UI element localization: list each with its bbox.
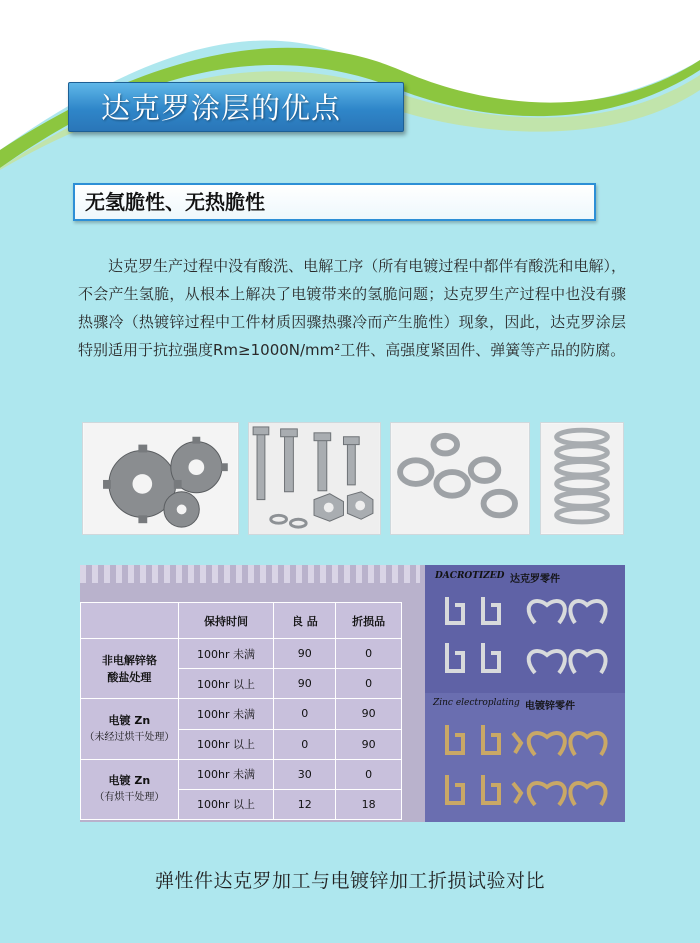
header-cell-blank <box>81 603 179 639</box>
photo-coil-spring <box>540 422 624 535</box>
table-row <box>81 639 402 669</box>
body-paragraph: 达克罗生产过程中没有酸洗、电解工序（所有电镀过程中都伴有酸洗和电解），不会产生氢脆，从根本上解决了电镀带来的氢脆问题；达克罗生产过程中也没有骤热骤冷（热镀锌过程中工件材质因骤热骤冷而产生脆性）现象，因此，达克罗涂层特别适用于抗拉强度Rm≥1000N/mm²工件、高强度紧固件、弹簧等产品的防腐。 <box>78 257 626 359</box>
good-cell: 90 <box>274 669 336 699</box>
broken-cell: 0 <box>336 669 402 699</box>
header-cell-broken: 折损品 <box>336 603 402 639</box>
zinc-label-cn: 电镀锌零件 <box>525 701 575 712</box>
panel-stripe-decoration <box>80 565 420 583</box>
dacrotized-label-cn: 达克罗零件 <box>510 574 560 585</box>
group-name-cell <box>81 759 179 819</box>
figure-caption: 弹性件达克罗加工与电镀锌加工折损试验对比 <box>154 870 545 892</box>
good-cell: 0 <box>274 729 336 759</box>
parts-illustration <box>425 565 625 822</box>
photo-bolts-nuts <box>248 422 381 535</box>
group-name-cell <box>81 699 179 759</box>
group-note: （有烘干处理） <box>94 792 165 804</box>
spring-illustration <box>541 423 623 534</box>
table-row <box>81 759 402 789</box>
header-cell-time: 保持时间 <box>178 603 274 639</box>
broken-cell: 90 <box>336 699 402 729</box>
group-note: （未经过烘干处理） <box>84 732 175 744</box>
time-cell: 100hr 未满 <box>178 699 274 729</box>
table-header-row <box>81 603 402 639</box>
time-cell: 100hr 以上 <box>178 669 274 699</box>
parts-photo-panel <box>425 565 625 822</box>
gears-illustration <box>83 423 238 534</box>
clips-illustration <box>391 423 529 534</box>
header-cell-good: 良 品 <box>274 603 336 639</box>
broken-cell: 0 <box>336 759 402 789</box>
page-title: 达克罗涂层的优点 <box>68 82 404 132</box>
photo-spring-clips <box>390 422 530 535</box>
group-name: 非电解锌铬 <box>101 653 157 667</box>
zinc-label: Zinc electroplating <box>433 698 520 708</box>
broken-cell: 0 <box>336 639 402 669</box>
time-cell: 100hr 未满 <box>178 759 274 789</box>
table-row <box>81 699 402 729</box>
time-cell: 100hr 以上 <box>178 789 274 819</box>
group-name-line2: 酸盐处理 <box>107 670 152 684</box>
time-cell: 100hr 以上 <box>178 729 274 759</box>
time-cell: 100hr 未满 <box>178 639 274 669</box>
dacrotized-label: DACROTIZED <box>435 571 505 581</box>
photo-gears <box>82 422 239 535</box>
good-cell: 30 <box>274 759 336 789</box>
group-name: 电镀 Zn <box>108 714 151 728</box>
broken-cell: 18 <box>336 789 402 819</box>
group-name: 电镀 Zn <box>108 774 151 788</box>
broken-cell: 90 <box>336 729 402 759</box>
section-heading: 无氢脆性、无热脆性 <box>73 183 596 221</box>
bolts-illustration <box>249 423 380 534</box>
good-cell: 12 <box>274 789 336 819</box>
trial-table <box>80 602 402 820</box>
group-name-cell <box>81 639 179 699</box>
good-cell: 90 <box>274 639 336 669</box>
good-cell: 0 <box>274 699 336 729</box>
